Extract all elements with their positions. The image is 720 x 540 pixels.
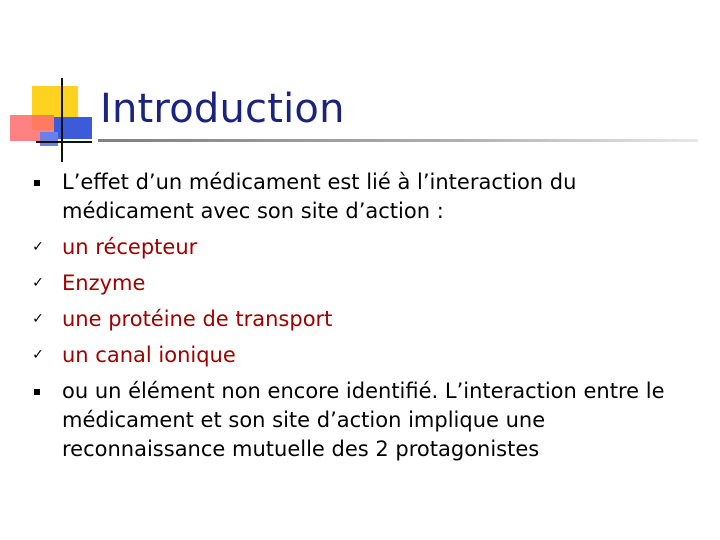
check-bullet-icon: ✓ bbox=[32, 347, 44, 363]
blue-square bbox=[54, 117, 92, 139]
logo-vertical-line bbox=[61, 78, 63, 162]
list-item bbox=[28, 305, 688, 334]
check-bullet-icon: ✓ bbox=[32, 311, 44, 327]
list-item bbox=[28, 269, 688, 298]
blue-square-small bbox=[40, 132, 58, 146]
check-bullet-icon: ✓ bbox=[32, 275, 44, 291]
bullet-list bbox=[28, 168, 688, 471]
list-item-text: Enzyme bbox=[62, 271, 146, 295]
list-item bbox=[28, 233, 688, 262]
list-item-text: une protéine de transport bbox=[62, 307, 333, 331]
list-item bbox=[28, 168, 688, 226]
check-bullet-icon: ✓ bbox=[32, 239, 44, 255]
list-item bbox=[28, 377, 688, 464]
list-item bbox=[28, 341, 688, 370]
slide-title: Introduction bbox=[100, 86, 345, 132]
logo-horizontal-line bbox=[36, 141, 92, 143]
list-item-text: un canal ionique bbox=[62, 343, 236, 367]
list-item-text: L’effet d’un médicament est lié à l’interaction du médicament avec son site d’action : bbox=[62, 170, 577, 223]
title-underline bbox=[98, 139, 698, 142]
list-item-text: ou un élément non encore identifié. L’interaction entre le médicament et son site d’action implique une reconnaissance mutuelle des 2 protagonistes bbox=[62, 379, 665, 461]
list-item-text: un récepteur bbox=[62, 235, 198, 259]
slide-logo-decoration bbox=[0, 70, 100, 170]
